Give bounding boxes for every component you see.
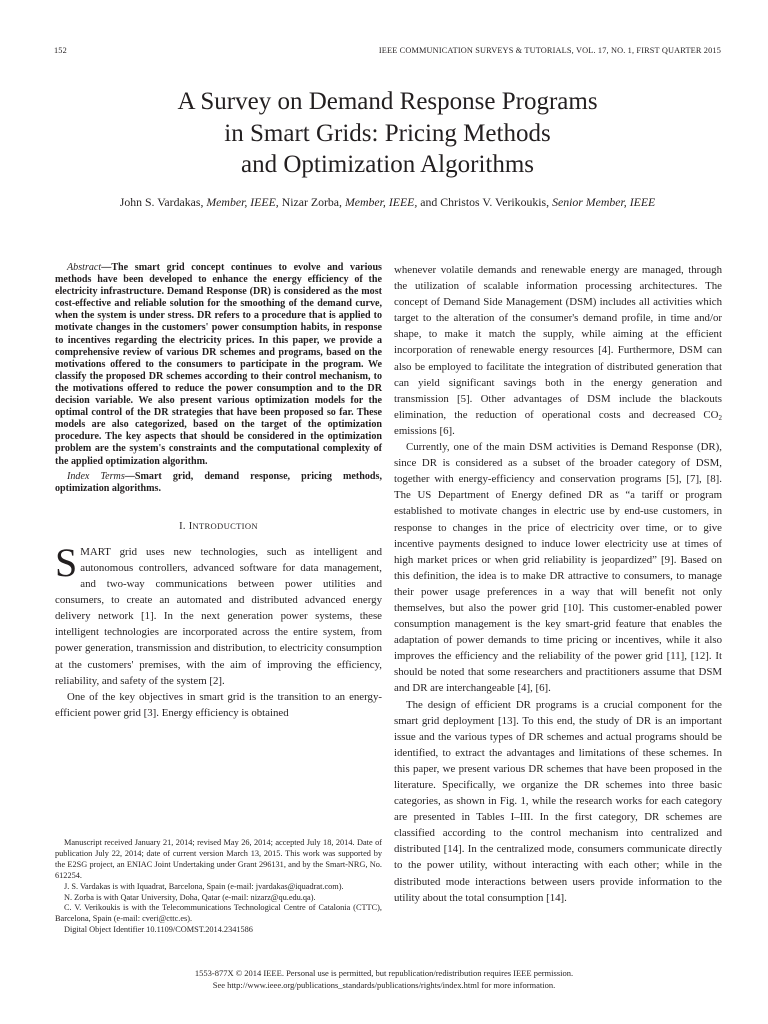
copyright-line: 1553-877X © 2014 IEEE. Personal use is permitted, but republication/redistribution requires IEEE permission.	[194, 968, 574, 978]
footnote: J. S. Vardakas is with Iquadrat, Barcelona, Spain (e-mail: jvardakas@iquadrat.com).	[64, 881, 344, 891]
intro-paragraph-1	[55, 539, 382, 689]
doi-footnote: Digital Object Identifier 10.1109/COMST.2014.2341586	[64, 925, 253, 935]
abstract	[55, 262, 382, 468]
journal-name: IEEE COMMUNICATION SURVEYS & TUTORIALS, VOL. 17, NO. 1, FIRST QUARTER 2015	[378, 46, 721, 55]
section-numeral: I. I	[179, 520, 193, 532]
footnote: C. V. Verikoukis is with the Telecommunications Technological Centre of Catalonia (CTTC), Barcelona, Spain (e-mail: cveri@cttc.es).	[55, 903, 382, 924]
abstract-text: —The smart grid concept continues to evolve and various methods have been developed to enhance the energy efficiency of the electricity infrastructure. Demand Response (DR) is considered as the most cost-effective and reliable solution for the smoothing of the demand curve, when the system is under stress. DR refers to a procedure that is applied to motivate changes in the customers' power consumption habits, in response to incentives regarding the electricity prices. In this paper, we provide a comprehensive review of various DR schemes and programs, based on the motivations offered to the consumers to participate in the program. We classify the proposed DR schemes according to their control mechanism, to the motivations offered to reduce the power consumption and to the DR decision variable. We also present various optimization models for the optimal control of the DR strategies that have been proposed so far. These models are also categorized, based on the target of the optimization procedure. The key aspects that should be considered in the optimization problem are the system's constraints and the computational complexity of the applied optimization algorithm.	[55, 262, 382, 467]
index-terms	[55, 471, 382, 495]
index-terms-lead: Index Terms	[67, 470, 125, 482]
section-title: NTRODUCTION	[192, 520, 258, 531]
author-membership: Senior Member, IEEE	[552, 195, 656, 209]
paragraph: Currently, one of the main DSM activities is Demand Response (DR), since DR is considered as a subset of the broader category of DSM, together with energy-efficiency and conservation programs [5], [7], [8]. The US Department of Energy defined DR as “a tariff or program established to motivate changes in electric use by end-use customers, in response to changes in the price of electricity over time, or to give incentive payments designed to induce lower electricity use at times of high market prices or when grid reliability is jeopardized” [9]. Based on this definition, the idea is to make DR attractive to consumers, to manage their power usage preferences in a way that will benefit not only themselves, but also the power grid [10]. This customer-enabled power consumption management is the key smart-grid feature that enables the adaptation of power demands to time pricing or incentives, while it also improves the efficiency and the reliability of the power grid [11], [12]. It should be noted that some researchers and practitioners assume that DSM and DR are interchangeable [4], [6].	[394, 441, 722, 695]
paragraph-text: emissions [6].	[394, 424, 455, 437]
title-line: and Optimization Algorithms	[240, 151, 535, 178]
page-number: 152	[54, 46, 67, 55]
right-column	[394, 262, 722, 906]
title-line: in Smart Grids: Pricing Methods	[224, 119, 551, 147]
drop-cap: S	[55, 539, 78, 585]
paper-title	[54, 86, 721, 181]
copyright-notice	[0, 968, 768, 991]
footnotes	[55, 838, 382, 936]
intro-paragraph-2: One of the key objectives in smart grid is the transition to an energy-efficient power grid [3]. Energy efficiency is obtained	[55, 690, 382, 719]
author-name: and Christos V. Verikoukis,	[420, 195, 550, 209]
subscript: 2	[718, 413, 722, 422]
author-membership: Member, IEEE,	[206, 195, 279, 209]
left-column	[55, 262, 382, 721]
paragraph: The design of efficient DR programs is a crucial component for the smart grid deployment [13]. To this end, the study of DR is an important issue and the various types of DR schemes and actual programs should be identified, to extract the advantages and limitations of these schemes. In this paper, we present various DR schemes that have been proposed in the literature. Specifically, we organize the DR schemes into three basic categories, as shown in Fig. 1, while the research works for each category are presented in Tables I–III. In the first category, DR schemes are classified according to the control mechanism into centralized and distributed [14]. In the centralized mode, consumers communicate directly to the power utility, without interacting with each other; while in the distributed mode interactions between users provide information to the utility about the total consumption [14].	[394, 698, 722, 904]
paragraph-text: MART grid uses new technologies, such as intelligent and autonomous controllers, advanced software for data management, and two-way communications between power utilities and consumers, to create an automated and distributed advanced energy delivery network [1]. In the next generation power systems, these intelligent technologies are incorporated across the entire system, from power generation, transmission and distribution, to electricity consumption at the customers' premises, with the aim of improving the efficiency, reliability, and safety of the system [2].	[55, 545, 382, 687]
footnote: Manuscript received January 21, 2014; revised May 26, 2014; accepted July 18, 2014. Date of publication July 22, 2014; date of current version March 13, 2015. This work was supported by the E2SG project, an ENIAC Joint Undertaking under Grant 296131, and by the Smart-NRG, No. 612254.	[55, 838, 382, 880]
footnote: N. Zorba is with Qatar University, Doha, Qatar (e-mail: nizarz@qu.edu.qa).	[64, 892, 316, 902]
index-terms-text: —Smart grid, demand response, pricing methods, optimization algorithms.	[55, 470, 382, 494]
paragraph-text: whenever volatile demands and renewable energy are managed, through the utilization of scalable information processing architectures. The concept of Demand Side Management (DSM) includes all activities which target to the alteration of the consumer's demand profile, in time and/or shape, to make it match the supply, while aiming at the efficient incorporation of renewable energy resources [4]. Furthermore, DSM can also be employed to facilitate the integration of distributed generation that can yield significant savings both in the energy generation and transmission [5]. Other advantages of DSM include the blackouts elimination, the reduction of operational costs and decreased CO	[394, 264, 722, 421]
author-membership: Member, IEEE,	[344, 195, 418, 209]
author-name: Nizar Zorba,	[281, 195, 342, 209]
abstract-lead: Abstract	[67, 262, 102, 273]
author-name: John S. Vardakas,	[119, 195, 204, 209]
title-line: A Survey on Demand Response Programs	[177, 88, 598, 115]
paragraph-continued	[394, 262, 722, 439]
author-list	[54, 195, 721, 210]
copyright-url-line: See http://www.ieee.org/publications_standards/publications/rights/index.html for more information.	[212, 979, 556, 990]
section-heading	[55, 518, 382, 535]
